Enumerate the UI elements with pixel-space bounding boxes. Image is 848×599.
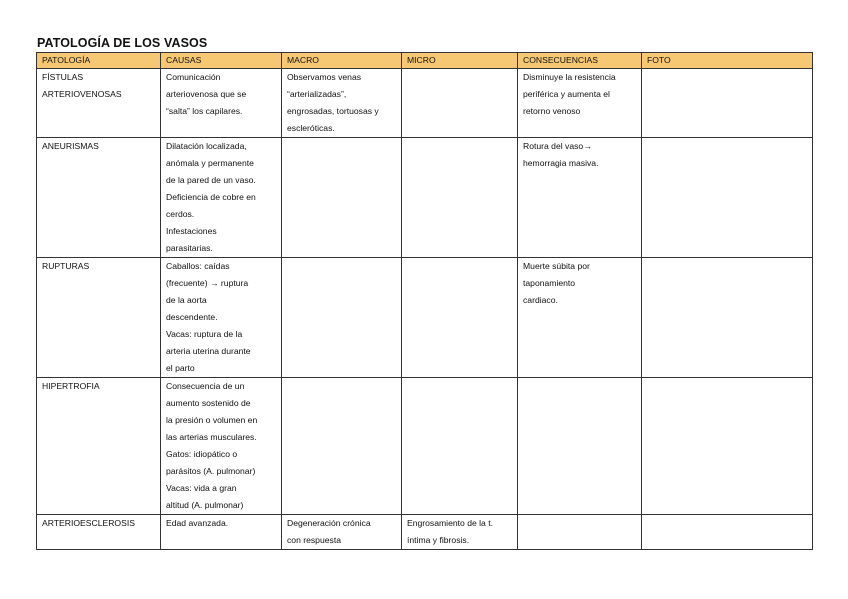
- table-row: [37, 138, 813, 258]
- cell-text-line: ARTERIOESCLEROSIS: [42, 518, 135, 528]
- cell-foto: [642, 258, 813, 378]
- cell-micro: [402, 138, 518, 258]
- cell-consecuencias: [518, 378, 642, 515]
- cell-consecuencias: [518, 138, 642, 258]
- cell-causas: [161, 378, 282, 515]
- cell-text-line: Comunicación: [166, 72, 221, 82]
- cell-text-line: RUPTURAS: [42, 261, 90, 271]
- cell-foto: [642, 69, 813, 138]
- cell-foto: [642, 515, 813, 550]
- cell-text-line: “arterializadas”,: [287, 89, 347, 99]
- cell-text-line: ARTERIOVENOSAS: [42, 89, 122, 99]
- cell-patologia: [37, 258, 161, 378]
- cell-text-line: Vacas: vida a gran: [166, 483, 237, 493]
- cell-patologia: [37, 515, 161, 550]
- header-macro: MACRO: [282, 53, 402, 69]
- cell-text-line: aumento sostenido de: [166, 398, 251, 408]
- cell-text-line: Caballos: caídas: [166, 261, 230, 271]
- cell-text-line: altitud (A. pulmonar): [166, 500, 244, 510]
- cell-text-line: las arterias musculares.: [166, 432, 257, 442]
- cell-text-line: Degeneración crónica: [287, 518, 371, 528]
- cell-text-line: Muerte súbita por: [523, 261, 590, 271]
- cell-text-line: arteria uterina durante: [166, 346, 251, 356]
- cell-text-line: anómala y permanente: [166, 158, 254, 168]
- cell-text-line: la presión o volumen en: [166, 415, 258, 425]
- cell-text-line: Disminuye la resistencia: [523, 72, 616, 82]
- cell-text-line: “salta” los capilares.: [166, 106, 243, 116]
- cell-text-line: parásitos (A. pulmonar): [166, 466, 256, 476]
- cell-text-line: HIPERTROFIA: [42, 381, 100, 391]
- cell-text-line: Observamos venas: [287, 72, 362, 82]
- cell-text-line: íntima y fibrosis.: [407, 535, 470, 545]
- cell-causas: [161, 515, 282, 550]
- cell-causas: [161, 138, 282, 258]
- cell-consecuencias: [518, 515, 642, 550]
- header-causas: CAUSAS: [161, 53, 282, 69]
- table-header-row: [37, 53, 813, 69]
- cell-foto: [642, 138, 813, 258]
- table-row: [37, 69, 813, 138]
- header-patologia: PATOLOGÍA: [37, 53, 161, 69]
- cell-text-line: el parto: [166, 363, 195, 373]
- cell-causas: [161, 258, 282, 378]
- cell-text-line: taponamiento: [523, 278, 576, 288]
- cell-text-line: arteriovenosa que se: [166, 89, 247, 99]
- cell-consecuencias: [518, 258, 642, 378]
- table-row: [37, 515, 813, 550]
- cell-patologia: [37, 69, 161, 138]
- cell-text-line: ANEURISMAS: [42, 141, 99, 151]
- header-foto: FOTO: [642, 53, 813, 69]
- cell-text-line: cardiaco.: [523, 295, 558, 305]
- cell-text-line: Gatos: idiopático o: [166, 449, 238, 459]
- cell-macro: [282, 69, 402, 138]
- cell-text-line: Edad avanzada.: [166, 518, 229, 528]
- cell-micro: [402, 258, 518, 378]
- cell-text-line: escleróticas.: [287, 123, 335, 133]
- cell-text-line: Rotura del vaso→: [523, 141, 592, 151]
- cell-patologia: [37, 138, 161, 258]
- cell-consecuencias: [518, 69, 642, 138]
- cell-text-line: periférica y aumenta el: [523, 89, 610, 99]
- cell-text-line: retorno venoso: [523, 106, 581, 116]
- cell-text-line: Engrosamiento de la t.: [407, 518, 493, 528]
- cell-micro: [402, 378, 518, 515]
- cell-text-line: de la aorta: [166, 295, 207, 305]
- page-title: PATOLOGÍA DE LOS VASOS: [37, 36, 208, 50]
- cell-text-line: Dilatación localizada,: [166, 141, 247, 151]
- cell-text-line: FÍSTULAS: [42, 72, 84, 82]
- cell-text-line: con respuesta: [287, 535, 341, 545]
- cell-text-line: Vacas: ruptura de la: [166, 329, 243, 339]
- cell-micro: [402, 515, 518, 550]
- vessel-pathology-table: [36, 52, 813, 550]
- cell-text-line: de la pared de un vaso.: [166, 175, 256, 185]
- cell-text-line: hemorragia masiva.: [523, 158, 599, 168]
- table-row: [37, 258, 813, 378]
- cell-text-line: descendente.: [166, 312, 218, 322]
- header-micro: MICRO: [402, 53, 518, 69]
- cell-text-line: Deficiencia de cobre en: [166, 192, 256, 202]
- cell-causas: [161, 69, 282, 138]
- cell-macro: [282, 258, 402, 378]
- cell-micro: [402, 69, 518, 138]
- cell-text-line: Consecuencia de un: [166, 381, 245, 391]
- cell-macro: [282, 515, 402, 550]
- cell-macro: [282, 138, 402, 258]
- cell-foto: [642, 378, 813, 515]
- cell-macro: [282, 378, 402, 515]
- cell-patologia: [37, 378, 161, 515]
- table-row: [37, 378, 813, 515]
- table-body: [37, 69, 813, 550]
- cell-text-line: (frecuente) → ruptura: [166, 278, 249, 288]
- header-consecuencias: CONSECUENCIAS: [518, 53, 642, 69]
- cell-text-line: Infestaciones: [166, 226, 217, 236]
- cell-text-line: engrosadas, tortuosas y: [287, 106, 379, 116]
- cell-text-line: parasitarias.: [166, 243, 213, 253]
- cell-text-line: cerdos.: [166, 209, 195, 219]
